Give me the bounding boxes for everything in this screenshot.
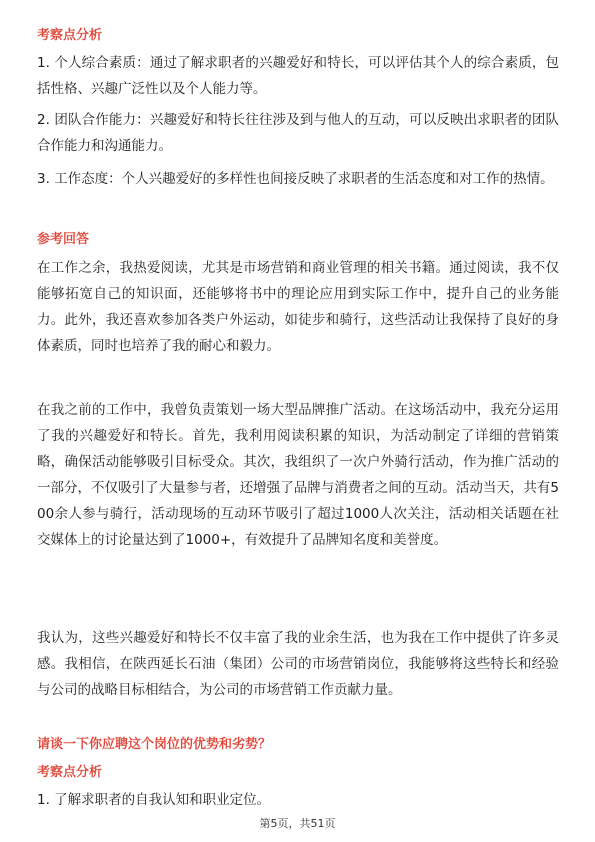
answer-paragraph-3: 我认为，这些兴趣爱好和特长不仅丰富了我的业余生活，也为我在工作中提供了许多灵感。我相信，在陕西延长石油（集团）公司的市场营销岗位，我能够将这些特长和经验与公司的战略目标相结合，为公司的市场营销工作贡献力量。 [37,630,559,698]
answer-heading: 参考回答 [37,232,90,247]
analysis-item-next-1: 1. 了解求职者的自我认知和职业定位。 [37,792,271,808]
analysis-item-2: 2. 团队合作能力：兴趣爱好和特长往往涉及到与他人的互动，可以反映出求职者的团队合作能力和沟通能力。 [37,112,559,154]
analysis-heading: 考察点分析 [37,28,103,43]
analysis-item-3: 3. 工作态度：个人兴趣爱好的多样性也间接反映了求职者的生活态度和对工作的热情。 [37,171,554,187]
question-heading: 请谈一下你应聘这个岗位的优势和劣势？ [37,737,272,752]
page-number: 第5页，共51页 [259,817,336,830]
analysis-item-1: 1. 个人综合素质：通过了解求职者的兴趣爱好和特长，可以评估其个人的综合素质，包括性格、兴趣广泛性以及个人能力等。 [37,55,559,97]
analysis-heading-2: 考察点分析 [37,765,103,780]
answer-paragraph-1: 在工作之余，我热爱阅读，尤其是市场营销和商业管理的相关书籍。通过阅读，我不仅能够拓宽自己的知识面，还能够将书中的理论应用到实际工作中，提升自己的业务能力。此外，我还喜欢参加各类户外运动，如徒步和骑行，这些活动让我保持了良好的身体素质，同时也培养了我的耐心和毅力。 [37,260,559,354]
answer-paragraph-2: 在我之前的工作中，我曾负责策划一场大型品牌推广活动。在这场活动中，我充分运用了我的兴趣爱好和特长。首先，我利用阅读积累的知识，为活动制定了详细的营销策略，确保活动能够吸引目标受众。其次，我组织了一次户外骑行活动，作为推广活动的一部分，不仅吸引了大量参与者，还增强了品牌与消费者之间的互动。活动当天，共有500余人参与骑行，活动现场的互动环节吸引了超过1000人次关注，活动相关话题在社交媒体上的讨论量达到了1000+，有效提升了品牌知名度和美誉度。 [37,402,559,548]
